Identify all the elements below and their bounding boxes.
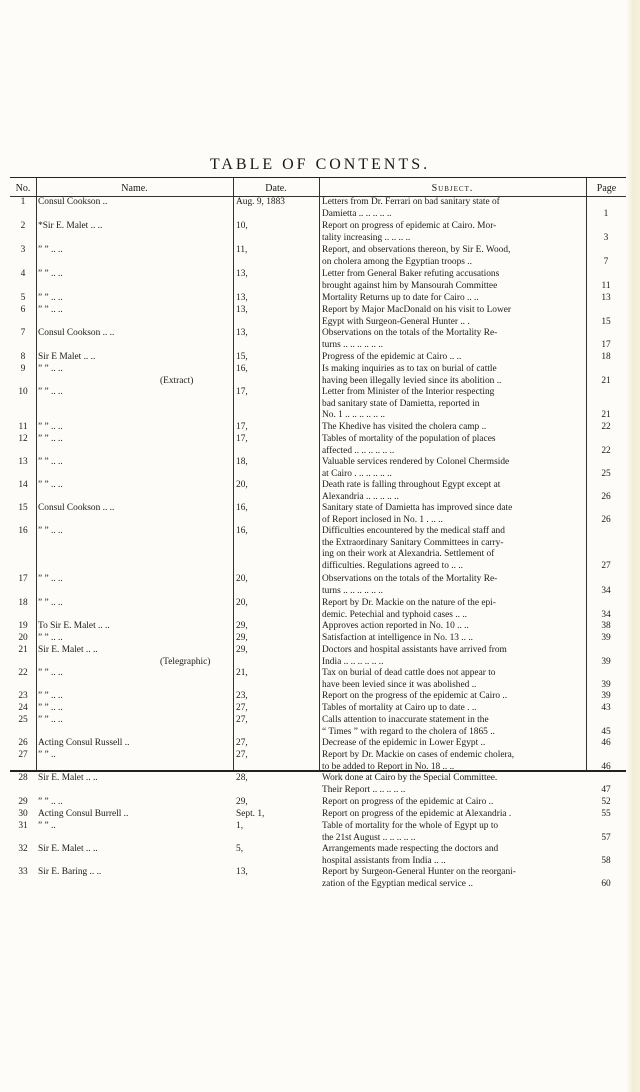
row-page: 13 <box>601 293 611 303</box>
row-page: 47 <box>601 784 611 795</box>
subject-line: ing on their work at Alexandria. Settlement of <box>322 549 495 559</box>
subject-line: Report on progress of epidemic at Cairo. Mor- <box>322 221 497 231</box>
subject-line: Arrangements made respecting the doctors and <box>322 844 499 854</box>
row-subject <box>322 867 592 890</box>
row-date: 13, <box>236 293 248 303</box>
row-subject <box>322 797 592 809</box>
row-page: 45 <box>601 726 611 737</box>
row-date: 29, <box>236 621 248 631</box>
row-name: ” ” .. .. <box>38 574 63 584</box>
row-date: 29, <box>236 797 248 807</box>
row-page: 17 <box>601 339 611 350</box>
row-number: 21 <box>18 645 28 655</box>
row-name: ” ” .. .. <box>38 633 63 643</box>
header-subject: Subject. <box>431 183 474 194</box>
header-page: Page <box>596 183 617 194</box>
header-no: No. <box>15 183 31 194</box>
row-number: 9 <box>20 364 26 374</box>
row-date: 20, <box>236 480 248 490</box>
row-number: 8 <box>20 352 26 362</box>
row-name: ” ” .. .. <box>38 703 63 713</box>
row-date: 17, <box>236 434 248 444</box>
row-name: ” ” .. .. <box>38 387 63 397</box>
row-number: 28 <box>18 773 28 783</box>
row-number: 16 <box>18 526 28 536</box>
row-number: 5 <box>20 293 26 303</box>
subject-line: Sanitary state of Damietta has improved since date <box>322 503 513 513</box>
row-number: 7 <box>20 328 26 338</box>
row-page: 39 <box>601 679 611 690</box>
row-page: 39 <box>601 633 611 643</box>
row-name: Sir E. Baring .. .. <box>38 867 102 877</box>
row-number: 19 <box>18 621 28 631</box>
subject-line: Letters from Dr. Ferrari on bad sanitary state of <box>322 197 500 207</box>
subject-line: Calls attention to inaccurate statement in the <box>322 715 489 725</box>
row-note: (Extract) <box>160 375 194 386</box>
row-page: 22 <box>601 422 611 432</box>
row-subject <box>322 480 592 503</box>
subject-line: Observations on the totals of the Mortality Re- <box>322 328 498 338</box>
subject-line: Alexandria .. .. .. .. .. <box>322 491 399 502</box>
subject-line: to be added to Report in No. 18 .. .. <box>322 761 455 772</box>
row-subject <box>322 750 592 773</box>
row-date: 29, <box>236 633 248 643</box>
row-date: 27, <box>236 738 248 748</box>
subject-line: Valuable services rendered by Colonel Chermside <box>322 457 510 467</box>
subject-line: Mortality Returns up to date for Cairo .. .. <box>322 293 479 303</box>
row-page: 46 <box>601 738 611 748</box>
row-date: 17, <box>236 422 248 432</box>
row-name: ” ” .. .. <box>38 457 63 467</box>
subject-line: Tax on burial of dead cattle does not appear to <box>322 668 496 678</box>
subject-line: zation of the Egyptian medical service .. <box>322 878 473 889</box>
row-date: 27, <box>236 715 248 725</box>
row-number: 4 <box>20 269 26 279</box>
row-name: ” ” .. .. <box>38 293 63 303</box>
row-number: 17 <box>18 574 28 584</box>
row-subject <box>322 715 592 738</box>
row-note: (Telegraphic) <box>160 656 211 667</box>
row-subject <box>322 387 592 422</box>
subject-line: Observations on the totals of the Mortality Re- <box>322 574 498 584</box>
contents-table <box>10 177 627 889</box>
row-name: To Sir E. Malet .. .. <box>38 621 110 631</box>
row-name: ” ” .. .. <box>38 715 63 725</box>
subject-line: turns .. .. .. .. .. .. <box>322 339 383 350</box>
row-number: 15 <box>18 503 28 513</box>
row-name: Consul Cookson .. .. <box>38 328 115 338</box>
row-date: 13, <box>236 305 248 315</box>
subject-line: affected .. .. .. .. .. .. <box>322 445 395 456</box>
row-date: 16, <box>236 503 248 513</box>
row-number: 10 <box>18 387 28 397</box>
subject-line: Tables of mortality of the population of places <box>322 434 496 444</box>
row-subject <box>322 703 592 715</box>
subject-line: “ Times ” with regard to the cholera of 1865 .. <box>322 726 495 737</box>
subject-line: brought against him by Mansourah Committee <box>322 280 498 291</box>
row-page: 26 <box>601 491 611 502</box>
row-page: 21 <box>601 410 611 420</box>
row-name: Sir E. Malet .. .. <box>38 773 98 783</box>
row-subject <box>322 503 592 526</box>
row-date: 5, <box>236 844 244 854</box>
subject-line: Report on progress of the epidemic at Cairo .. <box>322 797 494 807</box>
row-date: 16, <box>236 364 248 374</box>
row-number: 25 <box>18 715 28 725</box>
column-rule <box>319 178 320 770</box>
row-name: ” ” .. .. <box>38 364 63 374</box>
row-date: 18, <box>236 457 248 467</box>
row-name: Consul Cookson .. .. <box>38 503 115 513</box>
subject-line: bad sanitary state of Damietta, reported in <box>322 398 480 409</box>
row-subject <box>322 328 592 351</box>
row-number: 2 <box>20 221 26 231</box>
row-subject <box>322 269 592 292</box>
subject-line: of Report inclosed in No. 1 . .. .. <box>322 514 443 525</box>
row-subject <box>322 844 592 867</box>
row-subject <box>322 221 592 244</box>
subject-line: Report by Major MacDonald on his visit to Lower <box>322 305 512 315</box>
row-subject <box>322 809 592 821</box>
row-page: 38 <box>601 621 611 631</box>
row-date: 28, <box>236 773 248 783</box>
row-subject <box>322 773 592 796</box>
row-number: 32 <box>18 844 28 854</box>
row-name: Sir E. Malet .. .. <box>38 645 98 655</box>
row-number: 30 <box>18 809 28 819</box>
row-number: 33 <box>18 867 28 877</box>
subject-line: Report on progress of the epidemic at Alexandria . <box>322 809 512 819</box>
row-subject <box>322 621 592 633</box>
row-name: Sir E. Malet .. .. <box>38 844 98 854</box>
row-name: ” ” .. .. <box>38 526 63 536</box>
subject-line: Report by Surgeon-General Hunter on the reorgani- <box>322 867 516 877</box>
row-subject <box>322 457 592 480</box>
row-name: ” ” .. .. <box>38 269 63 279</box>
subject-line: Table of mortality for the whole of Egypt up to <box>322 821 499 831</box>
subject-line: the 21st August .. .. .. .. .. <box>322 832 416 843</box>
row-date: 20, <box>236 574 248 584</box>
row-subject <box>322 293 592 305</box>
subject-line: having been illegally levied since its abolition .. <box>322 375 502 386</box>
subject-line: Tables of mortality at Cairo up to date . .. <box>322 703 477 713</box>
row-page: 57 <box>601 832 611 843</box>
row-number: 13 <box>18 457 28 467</box>
subject-line: Report on the progress of the epidemic at Cairo .. <box>322 691 508 701</box>
subject-line: Death rate is falling throughout Egypt except at <box>322 480 501 490</box>
header-date: Date. <box>265 183 287 194</box>
row-date: 10, <box>236 221 248 231</box>
row-number: 18 <box>18 598 28 608</box>
row-number: 11 <box>18 422 28 432</box>
column-rule <box>233 178 234 770</box>
subject-line: Satisfaction at intelligence in No. 13 .. .. <box>322 633 474 643</box>
row-subject <box>322 691 592 703</box>
row-date: 27, <box>236 703 248 713</box>
row-page: 18 <box>601 352 611 362</box>
row-date: 27, <box>236 750 248 760</box>
row-name: ” ” .. .. <box>38 434 63 444</box>
subject-line: turns .. .. .. .. .. .. <box>322 585 383 596</box>
row-subject <box>322 245 592 268</box>
row-name: ” ” .. .. <box>38 691 63 701</box>
subject-line: Decrease of the epidemic in Lower Egypt .. <box>322 738 486 748</box>
subject-line: Approves action reported in No. 10 .. .. <box>322 621 469 631</box>
row-page: 26 <box>601 514 611 525</box>
row-name: Consul Cookson .. <box>38 197 108 207</box>
row-name: ” ” .. .. <box>38 422 63 432</box>
row-name: Sir E Malet .. .. <box>38 352 96 362</box>
row-name: ” ” .. .. <box>38 797 63 807</box>
subject-line: Difficulties encountered by the medical staff and <box>322 526 505 536</box>
row-number: 14 <box>18 480 28 490</box>
row-subject <box>322 598 592 621</box>
row-date: 17, <box>236 387 248 397</box>
row-page: 25 <box>601 468 611 479</box>
row-number: 6 <box>20 305 26 315</box>
row-number: 22 <box>18 668 28 678</box>
subject-line: India .. .. .. .. .. .. <box>322 656 384 667</box>
row-date: 11, <box>236 245 248 255</box>
subject-line: tality increasing .. .. .. .. <box>322 232 411 243</box>
subject-line: Work done at Cairo by the Special Committee. <box>322 773 498 783</box>
row-date: 29, <box>236 645 248 655</box>
row-name: ” ” .. .. <box>38 305 63 315</box>
row-page: 1 <box>603 208 609 219</box>
subject-line: Letter from Minister of the Interior respecting <box>322 387 495 397</box>
row-date: 13, <box>236 269 248 279</box>
row-name: ” ” .. <box>38 821 56 831</box>
row-number: 12 <box>18 434 28 444</box>
column-rule <box>36 178 37 770</box>
subject-line: Their Report .. .. .. .. .. <box>322 784 406 795</box>
row-date: 21, <box>236 668 248 678</box>
row-page: 27 <box>601 560 611 571</box>
row-subject <box>322 305 592 328</box>
row-date: Sept. 1, <box>236 809 265 819</box>
row-date: 13, <box>236 328 248 338</box>
row-subject <box>322 364 592 387</box>
row-subject <box>322 197 592 220</box>
row-date: 16, <box>236 526 248 536</box>
row-number: 29 <box>18 797 28 807</box>
subject-line: demic. Petechial and typhoid cases .. .. <box>322 609 468 620</box>
subject-line: the Extraordinary Sanitary Committees in carry- <box>322 537 504 548</box>
row-date: 23, <box>236 691 248 701</box>
row-page: 7 <box>603 256 609 267</box>
row-page: 11 <box>601 280 611 291</box>
subject-line: The Khedive has visited the cholera camp .. <box>322 422 487 432</box>
row-page: 34 <box>601 585 611 596</box>
row-name: ” ” .. .. <box>38 480 63 490</box>
row-number: 23 <box>18 691 28 701</box>
row-subject <box>322 352 592 364</box>
subject-line: difficulties. Regulations agreed to .. .. <box>322 560 463 571</box>
row-page: 39 <box>601 691 611 701</box>
row-number: 26 <box>18 738 28 748</box>
row-number: 3 <box>20 245 26 255</box>
row-page: 60 <box>601 878 611 889</box>
row-page: 39 <box>601 656 611 667</box>
subject-line: Letter from General Baker refuting accusations <box>322 269 500 279</box>
row-name: ” ” .. .. <box>38 598 63 608</box>
row-number: 24 <box>18 703 28 713</box>
row-page: 55 <box>601 809 611 819</box>
subject-line: Report by Dr. Mackie on cases of endemic cholera, <box>322 750 515 760</box>
row-date: 15, <box>236 352 248 362</box>
row-number: 31 <box>18 821 28 831</box>
row-subject <box>322 574 592 597</box>
row-date: Aug. 9, 1883 <box>236 197 285 207</box>
subject-line: Report by Dr. Mackie on the nature of the epi- <box>322 598 496 608</box>
row-date: 1, <box>236 821 244 831</box>
subject-line: Report, and observations thereon, by Sir E. Wood, <box>322 245 511 255</box>
row-subject <box>322 738 592 750</box>
row-date: 20, <box>236 598 248 608</box>
row-page: 22 <box>601 445 611 456</box>
row-subject <box>322 821 592 844</box>
row-name: *Sir E. Malet .. .. <box>38 221 103 231</box>
subject-line: No. 1 .. .. .. .. .. .. <box>322 410 386 420</box>
subject-line: hospital assistants from India .. .. <box>322 855 446 866</box>
subject-line: have been levied since it was abolished .. <box>322 679 477 690</box>
row-page: 46 <box>601 761 611 772</box>
row-subject <box>322 633 592 645</box>
row-name: ” ” .. <box>38 750 56 760</box>
row-page: 15 <box>601 316 611 327</box>
row-name: ” ” .. .. <box>38 245 63 255</box>
row-name: Acting Consul Russell .. <box>38 738 130 748</box>
subject-line: Is making inquiries as to tax on burial of cattle <box>322 364 497 374</box>
row-subject <box>322 668 592 691</box>
row-name: ” ” .. .. <box>38 668 63 678</box>
row-page: 43 <box>601 703 611 713</box>
row-date: 13, <box>236 867 248 877</box>
row-page: 58 <box>601 855 611 866</box>
subject-line: Doctors and hospital assistants have arrived from <box>322 645 507 655</box>
subject-line: Damietta .. .. .. .. .. <box>322 208 392 219</box>
page-edge <box>626 0 640 1092</box>
row-number: 27 <box>18 750 28 760</box>
row-page: 3 <box>603 232 609 243</box>
row-page: 21 <box>601 375 611 386</box>
row-subject <box>322 526 592 572</box>
row-name: Acting Consul Burrell .. <box>38 809 129 819</box>
subject-line: Egypt with Surgeon-General Hunter .. . <box>322 316 470 327</box>
row-subject <box>322 645 592 668</box>
row-number: 20 <box>18 633 28 643</box>
row-page: 34 <box>601 609 611 620</box>
row-subject <box>322 434 592 457</box>
subject-line: on cholera among the Egyptian troops .. <box>322 256 472 267</box>
subject-line: at Cairo . .. .. .. .. .. <box>322 468 392 479</box>
page-title: TABLE OF CONTENTS. <box>209 156 431 173</box>
header-name: Name. <box>121 183 148 194</box>
subject-line: Progress of the epidemic at Cairo .. .. <box>322 352 462 362</box>
row-page: 52 <box>601 797 611 807</box>
row-subject <box>322 422 592 434</box>
row-number: 1 <box>20 197 26 207</box>
